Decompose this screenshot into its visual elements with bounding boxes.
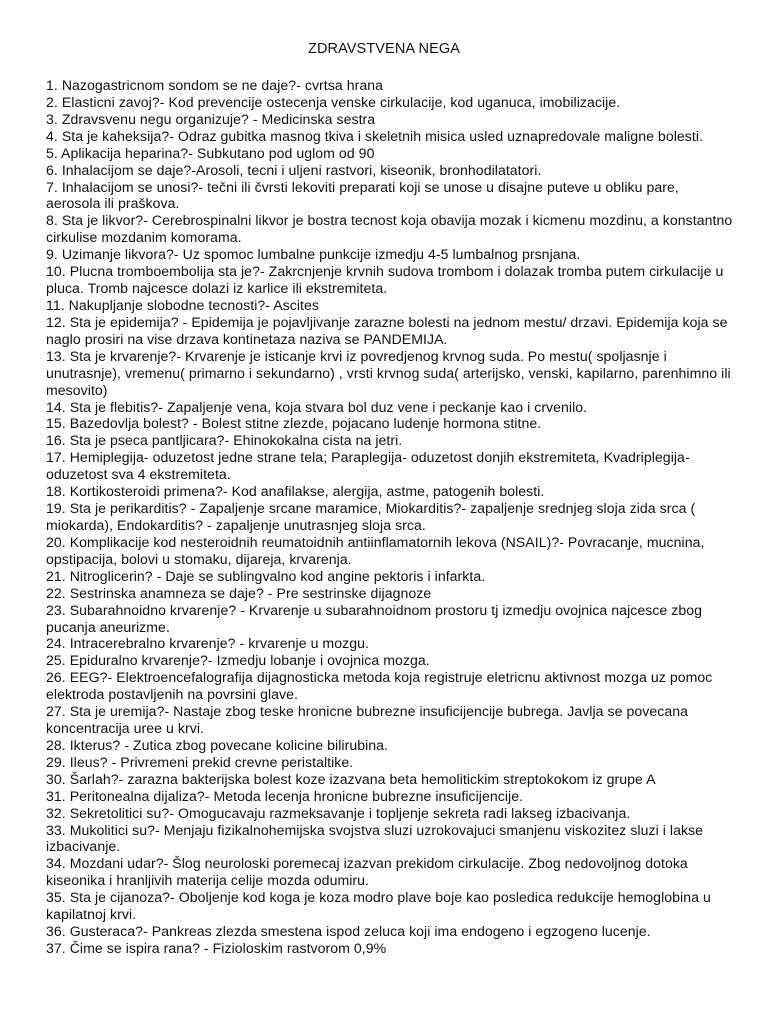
list-item: 10. Plucna tromboembolija sta je?- Zakrcnjenje krvnih sudova trombom i dolazak tromba putem cirkulacije u pluca. Tromb najcesce dolazi iz karlice ili ekstremiteta. xyxy=(46,263,724,297)
list-item: 2. Elasticni zavoj?- Kod prevencije ostecenja venske cirkulacije, kod uganuca, imobilizacije. xyxy=(46,93,621,110)
list-item: 14. Sta je flebitis?- Zapaljenje vena, koja stvara bol duz vene i peckanje kao i crvenilo. xyxy=(46,398,588,415)
list-item: 6. Inhalacijom se daje?-Arosoli, tecni i uljeni rastvori, kiseonik, bronhodilatatori. xyxy=(46,161,542,178)
list-item: 35. Sta je cijanoza?- Oboljenje kod koga je koza modro plave boje kao posledica redukcije hemoglobina u kapilatnoj krvi. xyxy=(46,889,711,923)
list-item: 29. Ileus? - Privremeni prekid crevne peristaltike. xyxy=(46,753,354,770)
list-item: 30. Šarlah?- zarazna bakterijska bolest koze izazvana beta hemolitickim streptokokom iz grupe A xyxy=(46,770,656,787)
list-item: 26. EEG?- Elektroencefalografija dijagnosticka metoda koja registruje eletricnu aktivnost mozga uz pomoc elektroda postavljenih na povrsini glave. xyxy=(46,669,713,703)
list-item: 20. Komplikacije kod nesteroidnih reumatoidnih antiinflamatornih lekova (NSAIL)?- Povracanje, mucnina, opstipacija, bolovi u stomaku, dijareja, krvarenja. xyxy=(46,533,705,567)
list-item: 31. Peritonealna dijaliza?- Metoda lecenja hronicne bubrezne insuficijencije. xyxy=(46,787,524,804)
list-item: 5. Aplikacija heparina?- Subkutano pod uglom od 90 xyxy=(46,144,375,161)
list-item: 17. Hemiplegija- oduzetost jedne strane tela; Paraplegija- oduzetost donjih ekstremiteta, Kvadriplegija- oduzetost sva 4 ekstremiteta. xyxy=(46,449,690,483)
document-title: ZDRAVSTVENA NEGA xyxy=(307,41,460,57)
list-item: 25. Epiduralno krvarenje?- Izmedju lobanje i ovojnica mozga. xyxy=(46,652,430,669)
list-item: 4. Sta je kaheksija?- Odraz gubitka masnog tkiva i skeletnih misica usled uznapredovale maligne bolesti. xyxy=(46,127,703,144)
list-item: 7. Inhalacijom se unosi?- tečni ili čvrsti lekoviti preparati koji se unose u disajne puteve u obliku pare, aerosola ili praškova. xyxy=(46,178,679,212)
question-list xyxy=(46,77,736,957)
list-item: 16. Sta je pseca pantljicara?- Ehinokokalna cista na jetri. xyxy=(46,432,403,449)
list-item: 23. Subarahnoidno krvarenje? - Krvarenje u subarahnoidnom prostoru tj izmedju ovojnica najcesce zbog pucanja aneurizme. xyxy=(46,601,703,635)
list-item: 33. Mukolitici su?- Menjaju fizikalnohemijska svojstva sluzi uzrokovajuci smanjenu viskozitez sluzi i lakse izbacivanje. xyxy=(46,821,704,855)
list-item: 13. Sta je krvarenje?- Krvarenje je isticanje krvi iz povredjenog krvnog suda. Po mestu( spoljasnje i unutrasnje), vremenu( primarno i sekundarno) , vrsti krvnog suda( arterijsko, venski, kapilarno, parenhimno ili mesovito) xyxy=(46,347,731,398)
list-item: 36. Gusteraca?- Pankreas zlezda smestena ispod zeluca koji ima endogeno i egzogeno lucenje. xyxy=(46,923,651,940)
list-item: 21. Nitroglicerin? - Daje se sublingvalno kod angine pektoris i infarkta. xyxy=(46,567,486,584)
list-item: 3. Zdravsvenu negu organizuje? - Medicinska sestra xyxy=(46,110,376,127)
list-item: 15. Bazedovlja bolest? - Bolest stitne zlezde, pojacano ludenje hormona stitne. xyxy=(46,415,542,432)
list-item: 27. Sta je uremija?- Nastaje zbog teske hronicne bubrezne insuficijencije bubrega. Javlja se povecana koncentracija uree u krvi. xyxy=(46,703,688,737)
list-item: 24. Intracerebralno krvarenje? - krvarenje u mozgu. xyxy=(46,635,369,652)
list-item: 18. Kortikosteroidi primena?- Kod anafilakse, alergija, astme, patogenih bolesti. xyxy=(46,483,545,500)
list-item: 11. Nakupljanje slobodne tecnosti?- Ascites xyxy=(46,296,319,313)
list-item: 28. Ikterus? - Zutica zbog povecane kolicine bilirubina. xyxy=(46,736,389,753)
list-item: 37. Čime se ispira rana? - Fizioloskim rastvorom 0,9% xyxy=(46,940,387,957)
list-item: 32. Sekretolitici su?- Omogucavaju razmeksavanje i topljenje sekreta radi lakseg izbacivanja. xyxy=(46,804,631,821)
list-item: 12. Sta je epidemija? - Epidemija je pojavljivanje zarazne bolesti na jednom mestu/ drzavi. Epidemija koja se naglo prosiri na vise drzava kontinetaza naziva se PANDEMIJA. xyxy=(46,313,728,347)
list-item: 34. Mozdani udar?- Šlog neuroloski poremecaj izazvan prekidom cirkulacije. Zbog nedovoljnog dotoka kiseonika i hranljivih materija celije mozda odumiru. xyxy=(46,855,688,889)
list-item: 1. Nazogastricnom sondom se ne daje?- cvrtsa hrana xyxy=(46,77,384,93)
list-item: 19. Sta je perikarditis? - Zapaljenje srcane maramice, Miokarditis?- zapaljenje srednjeg sloja zida srca ( miokarda), Endokarditis? - zapaljenje unutrasnjeg sloja srca. xyxy=(46,500,696,533)
list-item: 22. Sestrinska anamneza se daje? - Pre sestrinske dijagnoze xyxy=(46,584,432,601)
list-item: 9. Uzimanje likvora?- Uz spomoc lumbalne punkcije izmedju 4-5 lumbalnog prsnjana. xyxy=(46,246,581,263)
list-item: 8. Sta je likvor?- Cerebrospinalni likvor je bostra tecnost koja obavija mozak i kicmenu mozdinu, a konstantno cirkulise mozdanim komorama. xyxy=(46,212,733,246)
